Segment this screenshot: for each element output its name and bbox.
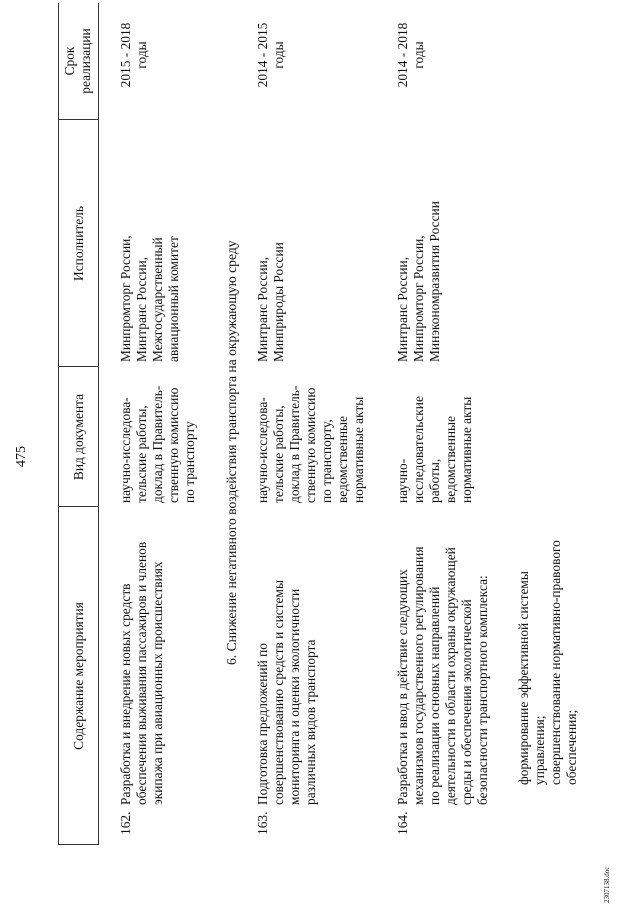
row-163-doc-type: научно-исследова- тельские работы, доклад в Правитель- ственную комиссию по транспорту, ведомственные нормативные акты xyxy=(255,385,366,503)
header-executor: Исполнитель xyxy=(71,206,86,281)
row-164-doc-type: научно- исследовательские работы, ведомственные нормативные акты xyxy=(395,396,474,503)
section-heading: 6. Снижение негативного воздействия транспорта на окружающую среду xyxy=(224,240,239,665)
row-164-number: 164. xyxy=(395,811,410,835)
table-top-border xyxy=(58,3,59,845)
col-divider-num xyxy=(58,844,98,845)
header-content: Содержание мероприятия xyxy=(71,602,86,750)
row-162-doc-type: научно-исследова- тельские работы, доклад в Правитель- ственную комиссию по транспорту xyxy=(118,385,197,503)
header-doc-type: Вид документа xyxy=(71,393,86,481)
col-divider-exec xyxy=(58,366,98,367)
row-164-deadline: 2014 - 2018 годы xyxy=(395,22,426,88)
col-divider-deadline xyxy=(58,119,98,120)
row-164-executor: Минтранс России, Минпромторг России, Минэкономразвития России xyxy=(395,201,442,362)
col-divider-doc xyxy=(58,506,98,507)
row-164-subitems: формирование эффективной системы управления; совершенствование нормативно-правового обеспечения; xyxy=(516,540,579,785)
row-164-content: Разработка и ввод в действие следующих механизмов государственного регулирования по реализации основных направлений деятельности в области охраны окружающей среды и обеспечения экологической безопасности транспортного комплекса: xyxy=(395,546,490,805)
row-162-content: Разработка и внедрение новых средств обеспечения выживания пассажиров и членов экипажа при авиационных происшествиях xyxy=(118,541,165,805)
header-bottom-border xyxy=(98,3,99,845)
row-163-executor: Минтранс России, Минприроды России xyxy=(255,242,286,362)
row-163-content: Подготовка предложений по совершенствованию средств и системы мониторинга и оценки экологичности различных видов транспорта xyxy=(255,580,318,805)
row-162-executor: Минпромторг России, Минтранс России, Межгосударственный авиационный комитет xyxy=(118,235,181,362)
row-162-number: 162. xyxy=(118,811,133,835)
footer-doc-code: 2307138.doc xyxy=(603,866,611,903)
row-162-deadline: 2015 - 2018 годы xyxy=(118,22,149,88)
page-number: 475 xyxy=(14,446,29,467)
row-163-number: 163. xyxy=(255,811,270,835)
header-deadline: Срок реализации xyxy=(62,28,93,94)
row-163-deadline: 2014 - 2015 годы xyxy=(255,22,286,88)
